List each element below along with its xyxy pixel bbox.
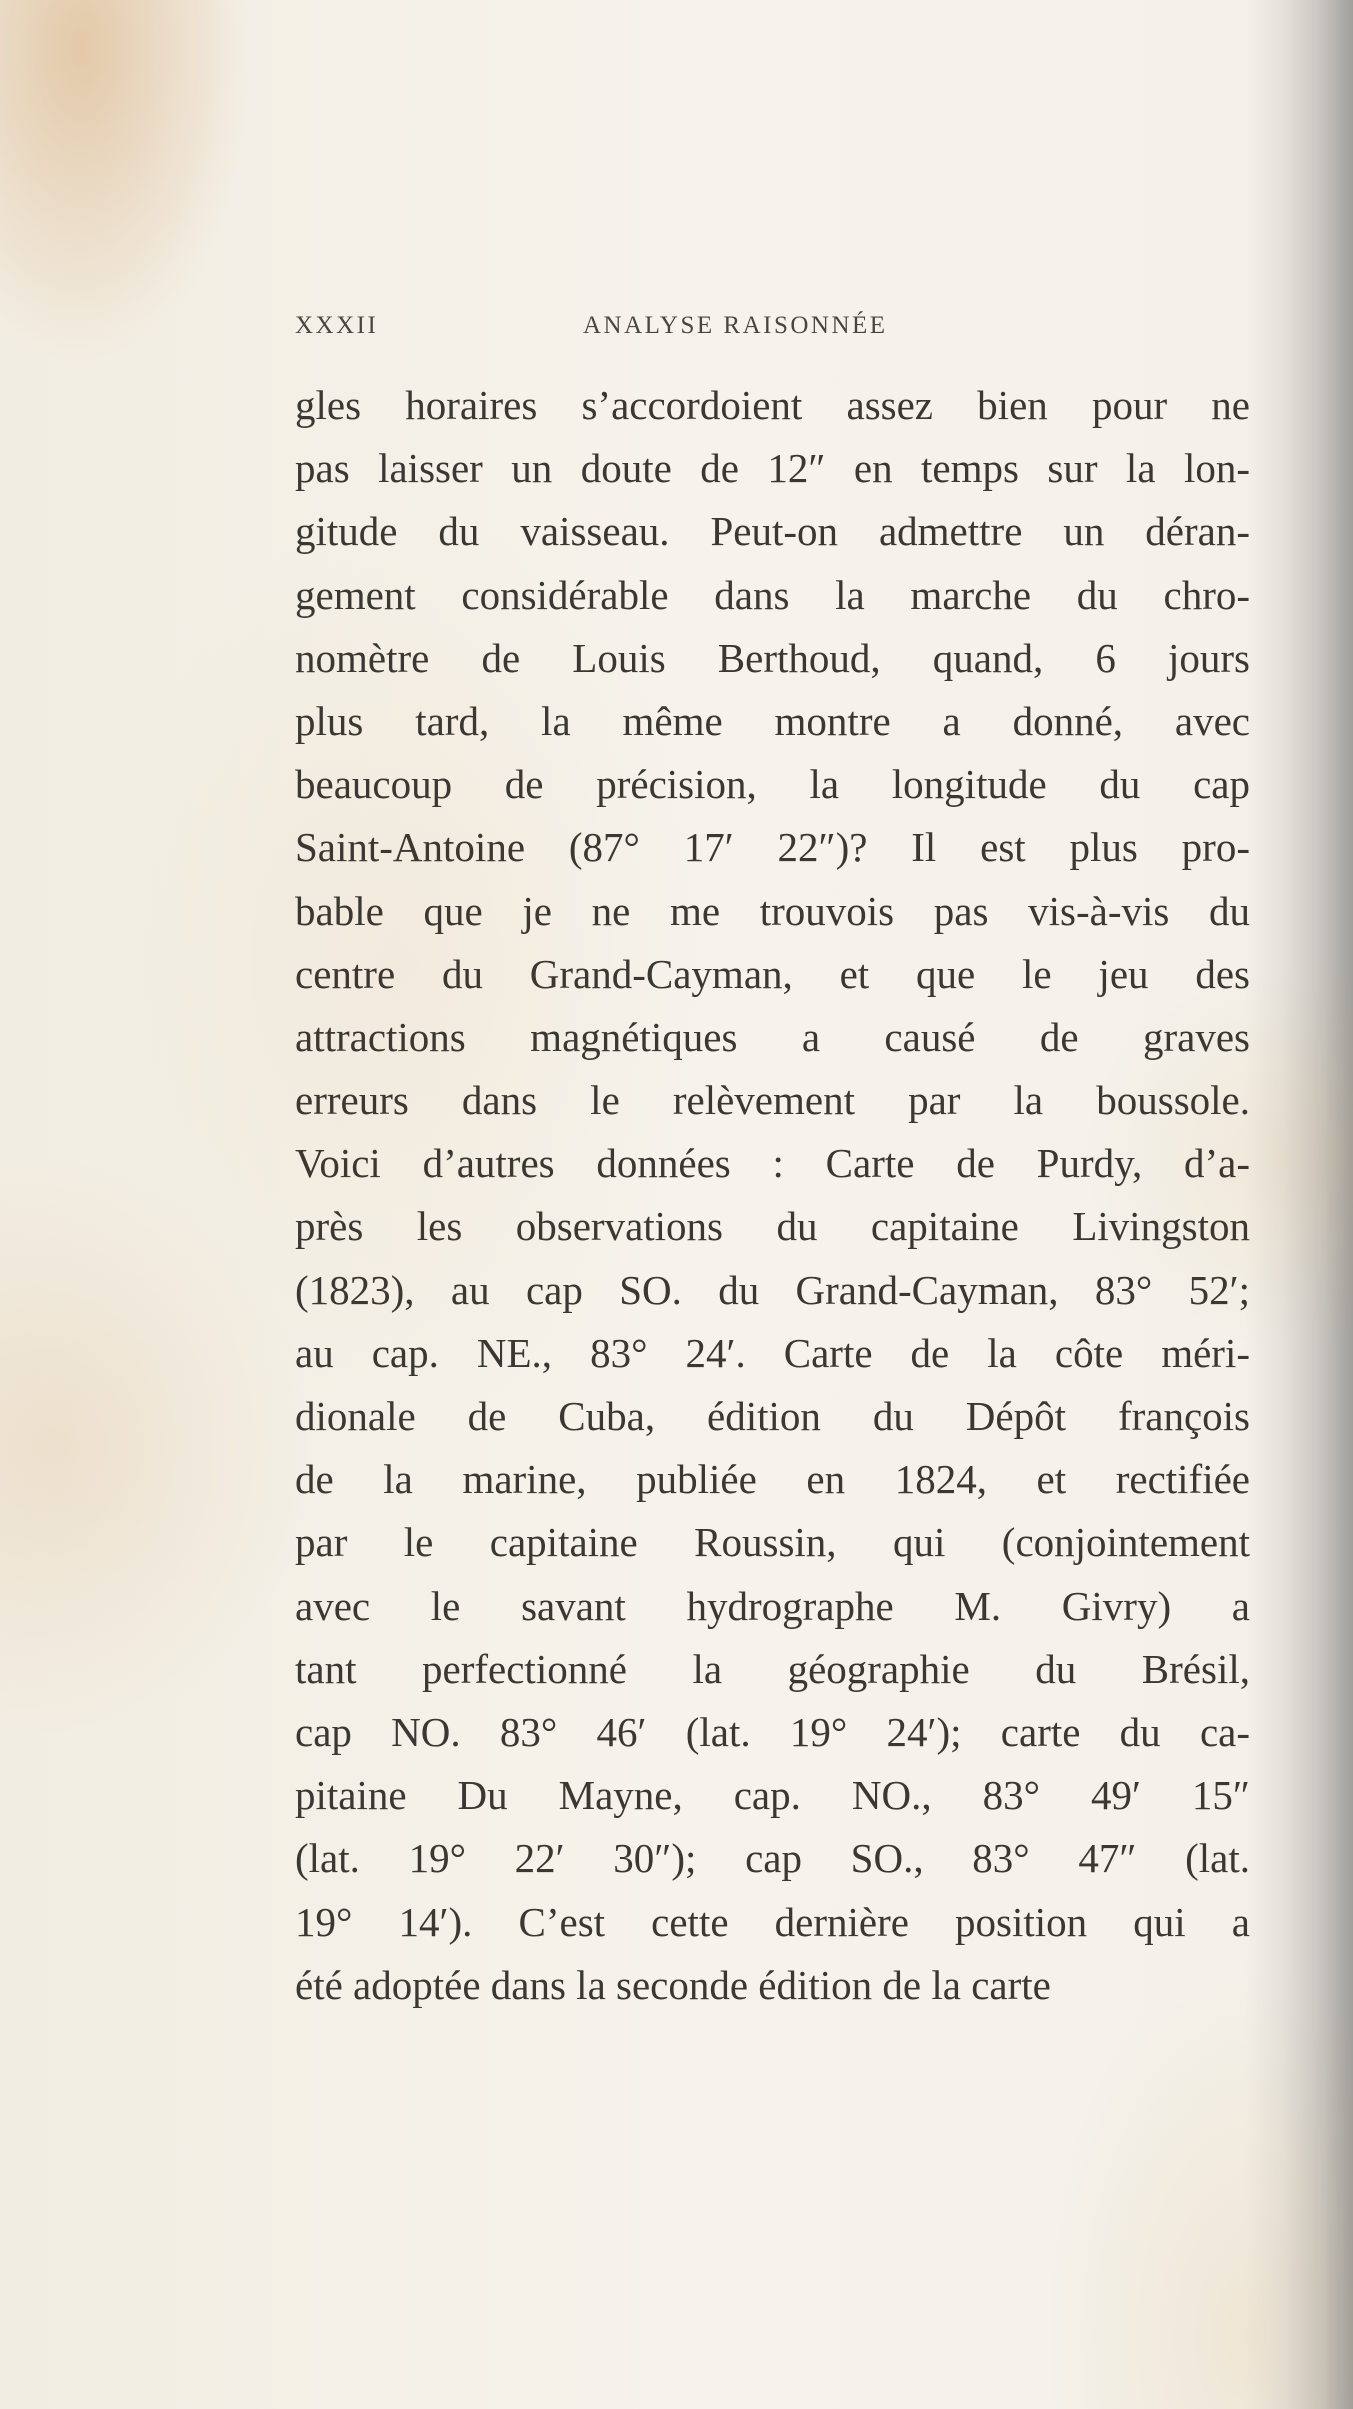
text-line: cap NO. 83° 46′ (lat. 19° 24′); carte du ca- [295, 1708, 1250, 1755]
text-line: gement considérable dans la marche du chro- [295, 571, 1250, 618]
text-line: dionale de Cuba, édition du Dépôt françois [295, 1393, 1250, 1439]
text-line: centre du Grand-Cayman, et que le jeu des [295, 950, 1250, 997]
body-text [295, 374, 1250, 2017]
text-line: bable que je ne me trouvois pas vis-à-vis du [295, 887, 1250, 934]
text-line: tant perfectionné la géographie du Brésil, [295, 1645, 1250, 1692]
text-line: erreurs dans le relèvement par la boussole. [295, 1077, 1250, 1124]
text-line: gitude du vaisseau. Peut-on admettre un déran- [295, 508, 1250, 555]
text-line: 19° 14′). C’est cette dernière position qui a [295, 1898, 1250, 1945]
text-line: par le capitaine Roussin, qui (conjointement [295, 1519, 1250, 1566]
text-line: pas laisser un doute de 12″ en temps sur la lon- [295, 445, 1250, 492]
text-line: gles horaires s’accordoient assez bien pour ne [295, 382, 1250, 428]
text-line: Voici d’autres données : Carte de Purdy, d’a- [295, 1140, 1250, 1187]
page-edge-shadow [1283, 0, 1353, 2409]
text-line: nomètre de Louis Berthoud, quand, 6 jours [295, 634, 1250, 681]
text-line: plus tard, la même montre a donné, avec [295, 697, 1250, 744]
text-line: beaucoup de précision, la longitude du cap [295, 761, 1250, 808]
text-line: été adoptée dans la seconde édition de la carte [295, 1961, 1051, 2008]
text-line: attractions magnétiques a causé de graves [295, 1013, 1250, 1060]
running-title: ANALYSE RAISONNÉE [583, 312, 888, 339]
text-line: avec le savant hydrographe M. Givry) a [295, 1582, 1250, 1629]
text-line: pitaine Du Mayne, cap. NO., 83° 49′ 15″ [295, 1772, 1250, 1819]
text-line: de la marine, publiée en 1824, et rectifiée [295, 1456, 1250, 1503]
text-line: (1823), au cap SO. du Grand-Cayman, 83° 52′; [295, 1266, 1250, 1313]
text-line: près les observations du capitaine Livingston [295, 1203, 1250, 1250]
page-number: XXXII [295, 312, 379, 339]
text-line: Saint-Antoine (87° 17′ 22″)? Il est plus pro- [295, 824, 1250, 871]
page-header [295, 306, 955, 346]
text-line: au cap. NE., 83° 24′. Carte de la côte méri- [295, 1329, 1250, 1376]
text-line: (lat. 19° 22′ 30″); cap SO., 83° 47″ (lat. [295, 1835, 1250, 1882]
